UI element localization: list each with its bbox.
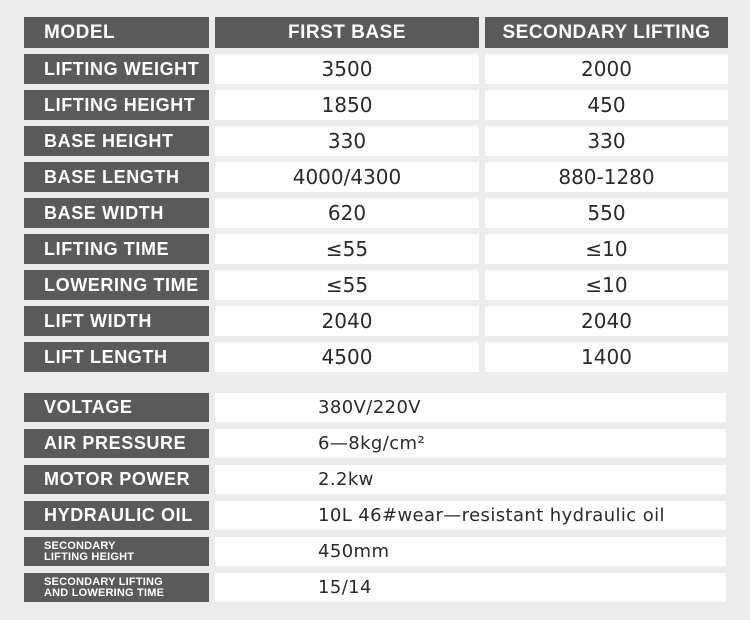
spec-label-secondary-lifting-height <box>24 537 209 566</box>
row-label: LOWERING TIME <box>24 270 209 300</box>
header-secondary-lifting: SECONDARY LIFTING <box>485 17 728 48</box>
spec-label-secondary-lifting-lowering-time <box>24 573 209 602</box>
spec-label-line: AND LOWERING TIME <box>44 586 165 599</box>
spec-label-hydraulic-oil: HYDRAULIC OIL <box>24 501 209 530</box>
spec-label-line: SECONDARY <box>44 539 116 552</box>
secondary-value: ≤10 <box>485 234 728 264</box>
secondary-value: 2040 <box>485 306 728 336</box>
secondary-value: 330 <box>485 126 728 156</box>
secondary-value: 450 <box>485 90 728 120</box>
secondary-value: ≤10 <box>485 270 728 300</box>
first-base-value: 4000/4300 <box>215 162 479 192</box>
spec-value-motor-power: 2.2kw <box>215 465 726 494</box>
spec-label-motor-power: MOTOR POWER <box>24 465 209 494</box>
row-label: LIFT LENGTH <box>24 342 209 372</box>
row-label: BASE HEIGHT <box>24 126 209 156</box>
first-base-value: 620 <box>215 198 479 228</box>
secondary-value: 1400 <box>485 342 728 372</box>
row-label: LIFTING TIME <box>24 234 209 264</box>
spec-value-voltage: 380V/220V <box>215 393 726 422</box>
secondary-value: 550 <box>485 198 728 228</box>
spec-value-secondary-lifting-height: 450mm <box>215 537 726 566</box>
first-base-value: 2040 <box>215 306 479 336</box>
first-base-value: 1850 <box>215 90 479 120</box>
first-base-value: ≤55 <box>215 234 479 264</box>
row-label: LIFTING WEIGHT <box>24 54 209 84</box>
spec-label-line: SECONDARY LIFTING <box>44 575 163 588</box>
spec-label-air-pressure: AIR PRESSURE <box>24 429 209 458</box>
first-base-value: 330 <box>215 126 479 156</box>
spec-value-hydraulic-oil: 10L 46#wear—resistant hydraulic oil <box>215 501 726 530</box>
secondary-value: 880-1280 <box>485 162 728 192</box>
first-base-value: 4500 <box>215 342 479 372</box>
secondary-value: 2000 <box>485 54 728 84</box>
spec-value-secondary-lifting-lowering-time: 15/14 <box>215 573 726 602</box>
first-base-value: 3500 <box>215 54 479 84</box>
spec-label-voltage: VOLTAGE <box>24 393 209 422</box>
spec-label-line: LIFTING HEIGHT <box>44 550 135 563</box>
header-first-base: FIRST BASE <box>215 17 479 48</box>
first-base-value: ≤55 <box>215 270 479 300</box>
row-label: BASE LENGTH <box>24 162 209 192</box>
header-model: MODEL <box>24 17 209 48</box>
row-label: LIFTING HEIGHT <box>24 90 209 120</box>
row-label: LIFT WIDTH <box>24 306 209 336</box>
spec-value-air-pressure: 6—8kg/cm² <box>215 429 726 458</box>
row-label: BASE WIDTH <box>24 198 209 228</box>
